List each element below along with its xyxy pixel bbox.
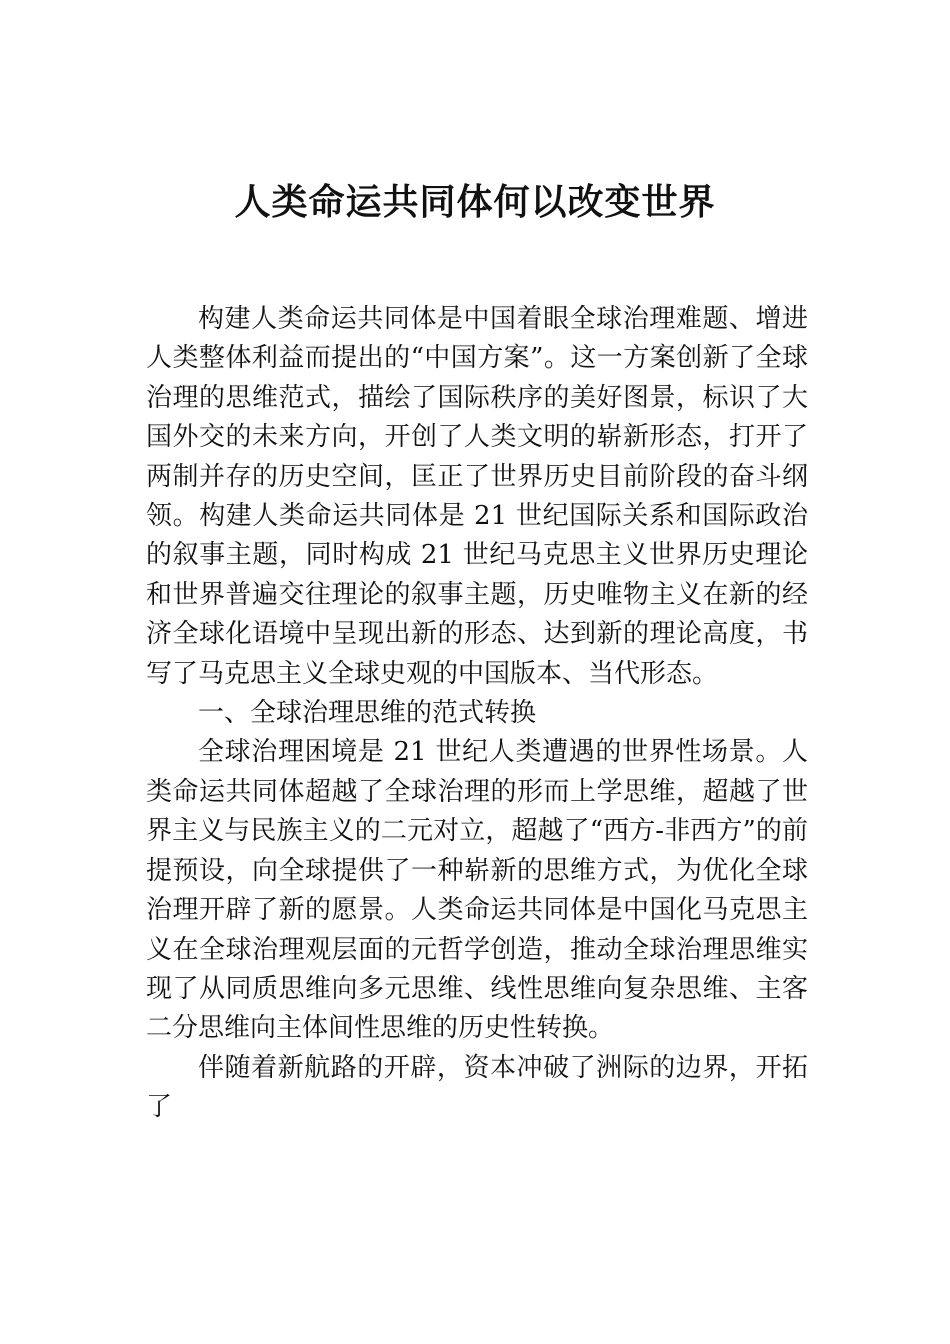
section-heading: 一、全球治理思维的范式转换	[198, 698, 537, 729]
document-body	[146, 300, 808, 1128]
paragraph-intro: 构建人类命运共同体是中国着眼全球治理难题、增进人类整体利益而提出的“中国方案”。这一方案创新了全球治理的思维范式，描绘了国际秩序的美好图景，标识了大国外交的未来方向，开创了人类文明的崭新形态，打开了两制并存的历史空间，匡正了世界历史目前阶段的奋斗纲领。构建人类命运共同体是 21 世纪国际关系和国际政治的叙事主题，同时构成 21 世纪马克思主义世界历史理论和世界普遍交往理论的叙事主题，历史唯物主义在新的经济全球化语境中呈现出新的形态、达到新的理论高度，书写了马克思主义全球史观的中国版本、当代形态。	[146, 304, 808, 689]
document-title: 人类命运共同体何以改变世界	[234, 181, 716, 223]
paragraph-governance: 全球治理困境是 21 世纪人类遭遇的世界性场景。人类命运共同体超越了全球治理的形而上学思维，超越了世界主义与民族主义的二元对立，超越了“西方-非西方”的前提预设，向全球提供了一种崭新的思维方式，为优化全球治理开辟了新的愿景。人类命运共同体是中国化马克思主义在全球治理观层面的元哲学创造，推动全球治理思维实现了从同质思维向多元思维、线性思维向复杂思维、主客二分思维向主体间性思维的历史性转换。	[146, 737, 808, 1044]
paragraph-continued: 伴随着新航路的开辟，资本冲破了洲际的边界，开拓了	[146, 1052, 808, 1123]
